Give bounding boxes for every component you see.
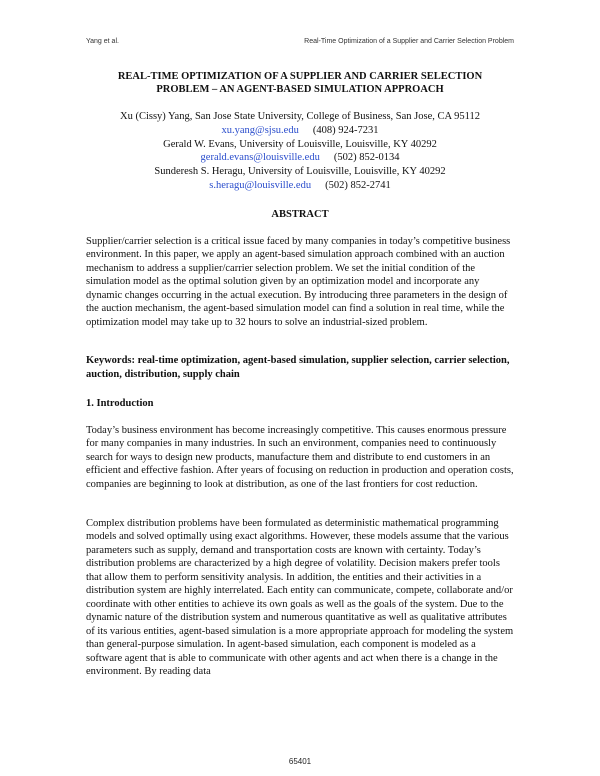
- author-3-email-link[interactable]: s.heragu@louisville.edu: [209, 179, 312, 191]
- paper-title-line-2: PROBLEM – AN AGENT-BASED SIMULATION APPROACH: [156, 84, 444, 95]
- abstract-heading: ABSTRACT: [271, 209, 329, 220]
- author-3-contact: [86, 179, 514, 193]
- paper-title-line-1: REAL-TIME OPTIMIZATION OF A SUPPLIER AND CARRIER SELECTION: [117, 71, 483, 82]
- abstract-text: Supplier/carrier selection is a critical issue faced by many companies in today’s competitive business environment. In this paper, we apply an agent-based simulation approach combined with an auction mechanism to address a supplier/carrier selection problem. We set the initial condition of the simulation model as the optimal solution given by an optimization model and incorporate any dynamic changes occurring in the actual execution. By introducing three parameters in the design of the auction mechanism, the agent-based simulation model can find a solution in real time, while the optimization model may take up to 32 hours to solve an industrial-sized problem.: [86, 236, 511, 328]
- author-2-email-link[interactable]: gerald.evans@louisville.edu: [200, 152, 320, 164]
- introduction-heading: 1. Introduction: [86, 398, 154, 409]
- author-1-email-link[interactable]: xu.yang@sjsu.edu: [221, 124, 299, 136]
- introduction-paragraph-1: Today’s business environment has become increasingly competitive. This causes enormous pressure for many companies in many industries. In such an environment, companies need to continuously search for ways to design new products, manufacture them and distribute to end customers in an efficient and effective fashion. After years of focusing on reduction in production and operation costs, companies are beginning to look at distribution, as one of the last frontiers for cost reduction.: [86, 425, 514, 490]
- keywords: Keywords: real-time optimization, agent-based simulation, supplier selection, carrier selection, auction, distribution, supply chain: [86, 355, 510, 380]
- running-header-authors: Yang et al.: [86, 38, 119, 45]
- author-block: [86, 110, 514, 193]
- author-3-affiliation: Sunderesh S. Heragu, University of Louisville, Louisville, KY 40292: [154, 166, 446, 178]
- author-1-phone: (408) 924-7231: [312, 124, 379, 136]
- introduction-paragraph-2: Complex distribution problems have been formulated as deterministic mathematical programming models and solved optimally using exact algorithms. However, these models assume that the various parameters such as supply, demand and transportation costs are known with certainty. Today’s distribution problems are characterized by a high degree of volatility. Decision makers prefer tools that allow them to perform sensitivity analysis. In addition, the entities and their activities in a distribution system are highly interrelated. Each entity can communicate, compete, collaborate and/or coordinate with other entities to achieve its own goals as well as the goals of the system. Due to the dynamic nature of the distribution system and numerous quantitative as well as qualitative attributes of its various entities, agent-based simulation is a more appropriate approach for modeling the system than general-purpose simulation. In agent-based simulation, each component is modeled as a software agent that is able to communicate with other agents and act when there is a change in the environment. By reading data: [86, 518, 514, 677]
- paper-title: [86, 70, 514, 96]
- author-2-contact: [86, 151, 514, 165]
- author-2-phone: (502) 852-0134: [333, 152, 400, 164]
- author-2-affiliation: Gerald W. Evans, University of Louisville, Louisville, KY 40292: [163, 138, 437, 150]
- running-header-title: Real-Time Optimization of a Supplier and Carrier Selection Problem: [304, 38, 514, 45]
- page-number: 65401: [288, 757, 312, 766]
- author-3-phone: (502) 852-2741: [325, 179, 391, 191]
- author-1-affiliation: Xu (Cissy) Yang, San Jose State University, College of Business, San Jose, CA 95112: [119, 111, 480, 122]
- author-1-contact: [86, 124, 514, 138]
